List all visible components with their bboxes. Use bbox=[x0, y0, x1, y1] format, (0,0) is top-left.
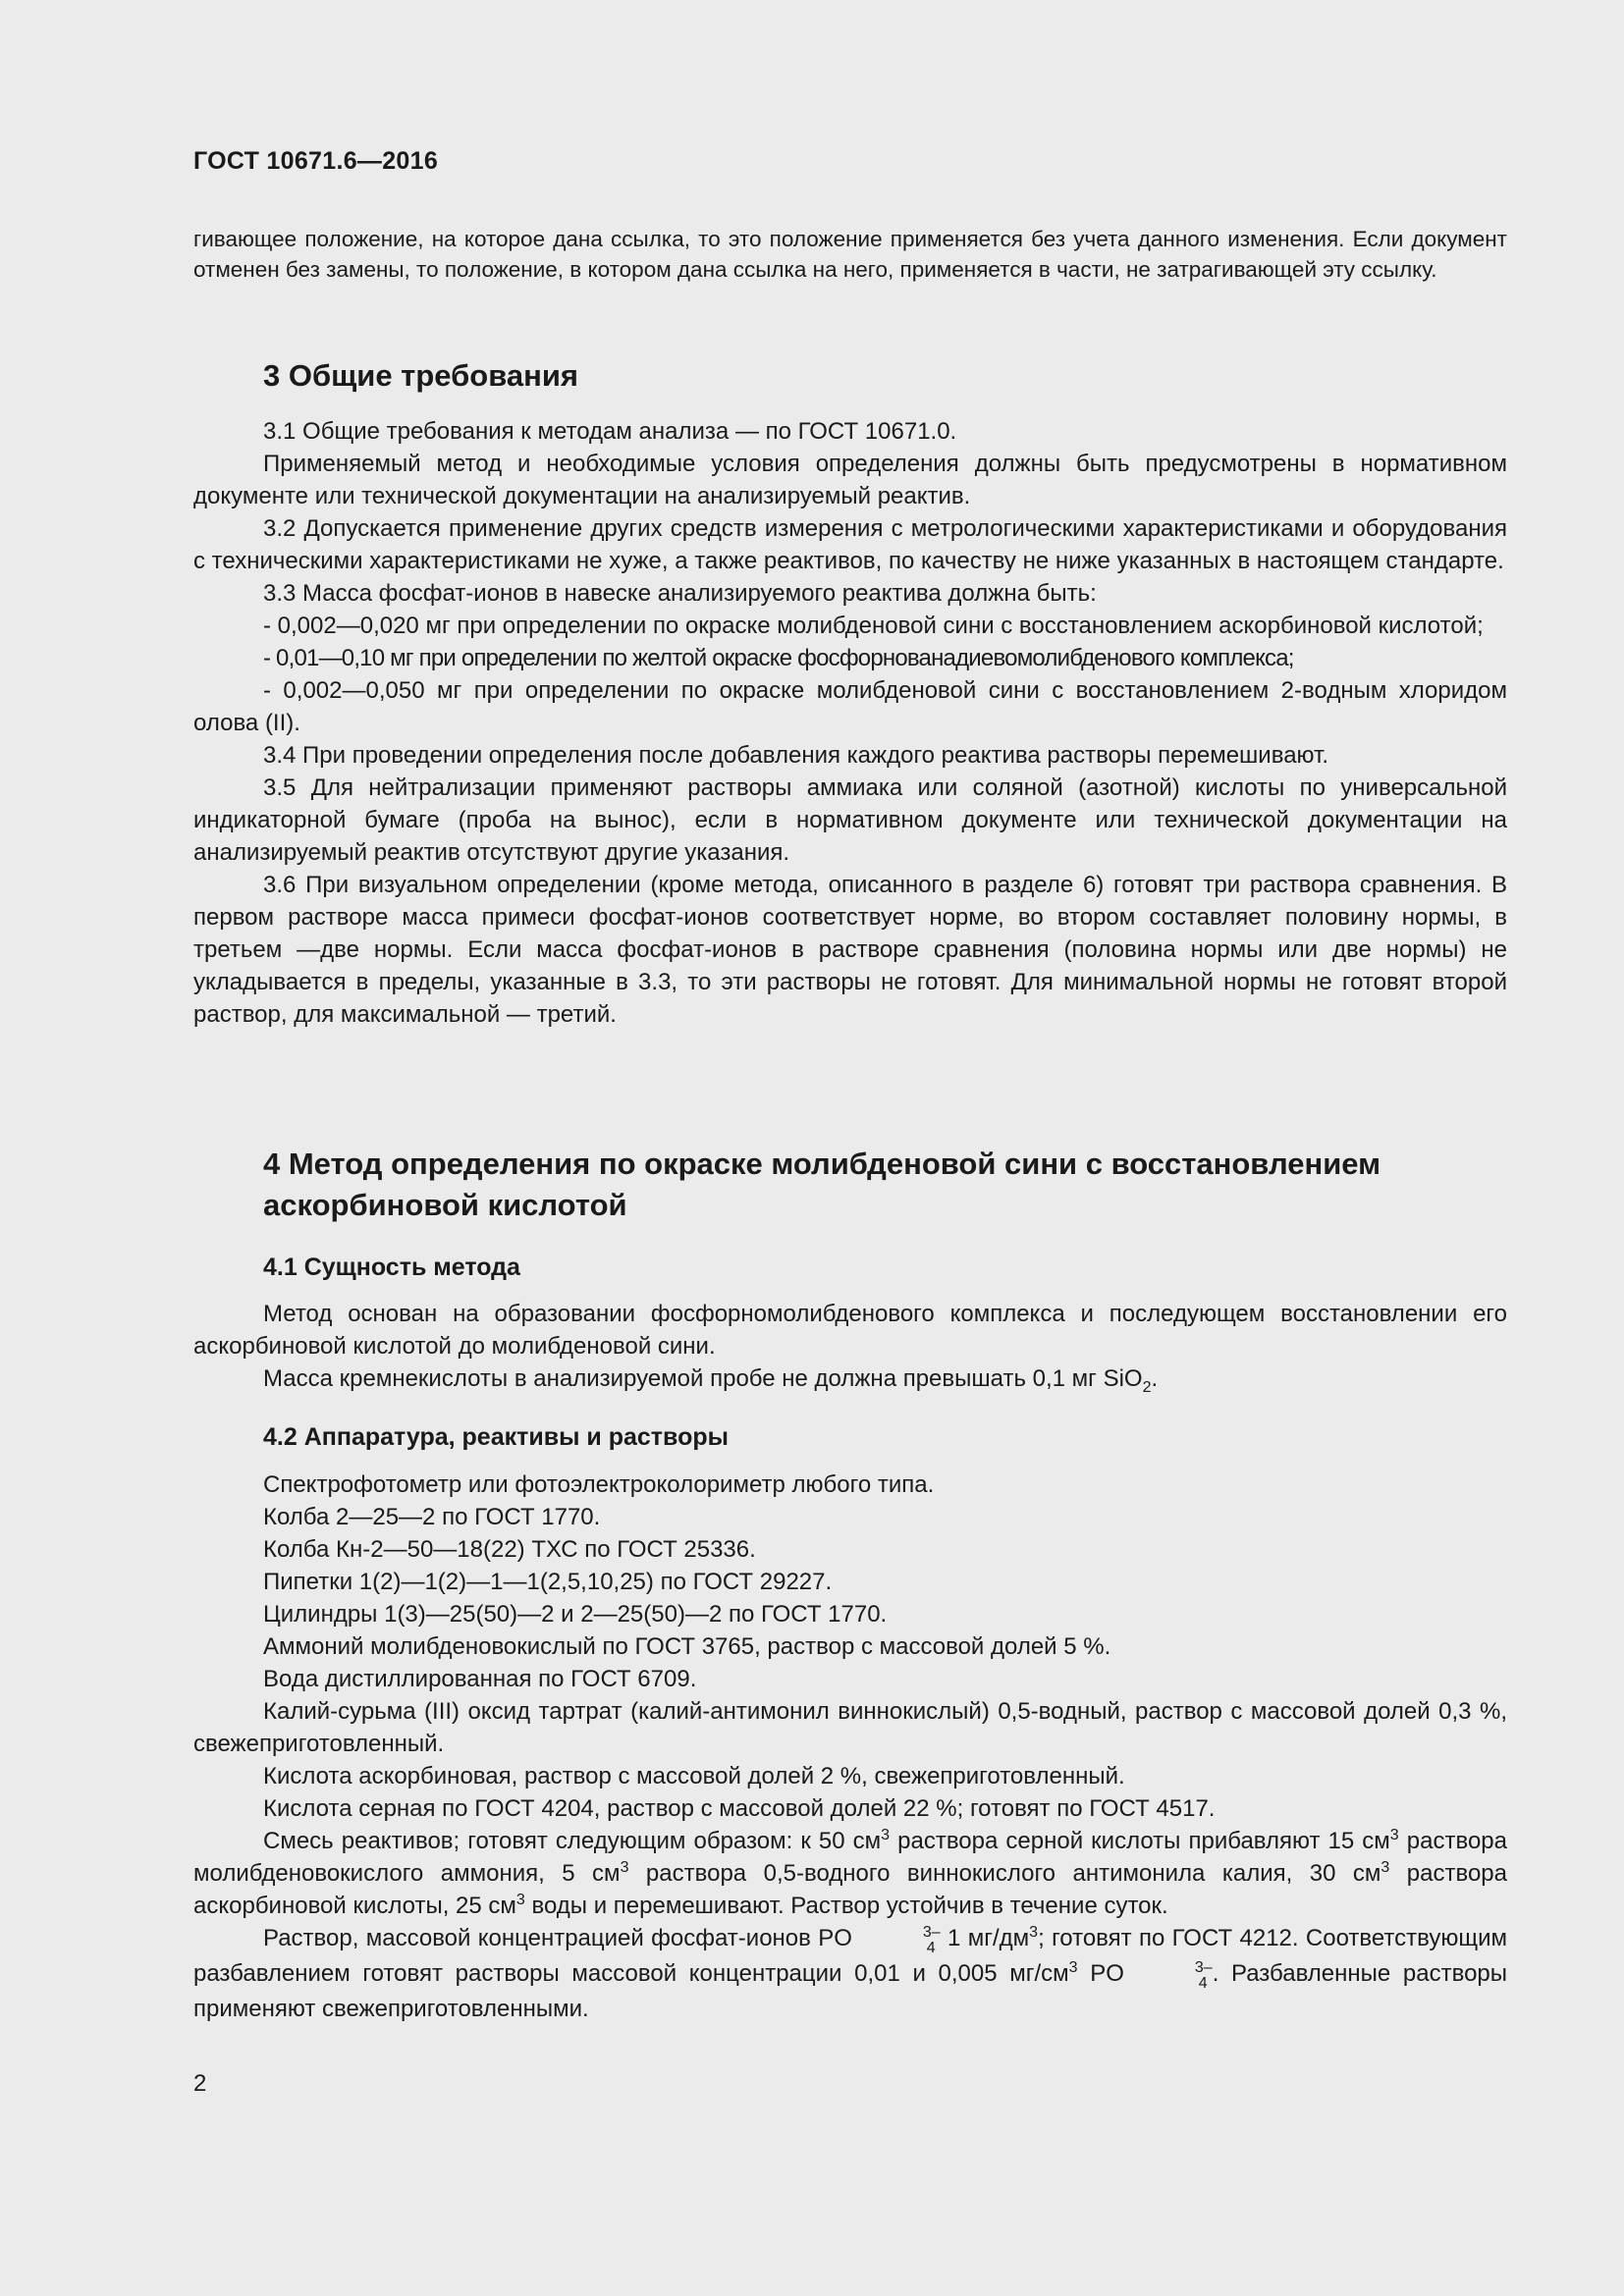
list-item-3-3-a: - 0,002—0,020 мг при определении по окраске молибденовой сини с восстановлением аскорбиновой кислотой; bbox=[263, 613, 1484, 639]
paragraph-4-1-principle: Метод основан на образовании фосфорномолибденового комплекса и последующем восстановлении его аскорбиновой кислотой до молибденовой сини. bbox=[193, 1301, 1507, 1360]
subsection-4-1-body bbox=[193, 1298, 1507, 1395]
reagent-item: Кислота серная по ГОСТ 4204, раствор с массовой долей 22 %; готовят по ГОСТ 4517. bbox=[263, 1795, 1216, 1822]
equipment-item: Колба Кн-2—50—18(22) ТХС по ГОСТ 25336. bbox=[263, 1536, 756, 1563]
section-4-heading bbox=[263, 1144, 1507, 1226]
reagent-mixture-paragraph: Смесь реактивов; готовят следующим образом: к 50 $см^3$ раствора серной кислоты прибавляют 15 $см^3$ раствора молибденовокислого аммония, 5 $см^3$ раствора 0,5-водного виннокислого антимонила калия, 30 $см^3$ раствора аскорбиновой кислоты, 25 $см^3$ воды и перемешивают. Раствор устойчив в течение суток. bbox=[193, 1827, 1508, 1919]
intro-text: гивающее положение, на которое дана ссылка, то это положение применяется без учета данного изменения. Если документ отменен без замены, то положение, в котором дана ссылка на него, применяется в части, не затрагивающей эту ссылку. bbox=[193, 227, 1507, 282]
equipment-item: Пипетки 1(2)—1(2)—1—1(2,5,10,25) по ГОСТ 29227. bbox=[263, 1569, 833, 1595]
list-item-3-3-b: - 0,01—0,10 мг при определении по желтой окраске фосфорнованадиевомолибденового комплекса; bbox=[263, 645, 1294, 671]
section-4-heading-line-2: аскорбиновой кислотой bbox=[263, 1188, 627, 1222]
paragraph-3-6: 3.6 При визуальном определении (кроме метода, описанного в разделе 6) готовят три раствора сравнения. В первом растворе масса примеси фосфат-ионов соответствует норме, во втором составляет половину нормы, в третьем —две нормы. Если масса фосфат-ионов в растворе сравнения (половина нормы или две нормы) не укладывается в пределы, указанные в 3.3, то эти растворы не готовят. Для минимальной нормы не готовят второй раствор, для максимальной — третий. bbox=[193, 872, 1507, 1028]
phosphate-ion-index: $^{3-}_4$ bbox=[1194, 1959, 1213, 1992]
subsection-4-2-body bbox=[193, 1468, 1507, 2025]
section-4-heading-line-1: 4 Метод определения по окраске молибденовой сини с восстановлением bbox=[263, 1147, 1381, 1181]
equipment-item: Спектрофотометр или фотоэлектроколориметр любого типа. bbox=[263, 1471, 935, 1498]
paragraph-3-5: 3.5 Для нейтрализации применяют растворы аммиака или соляной (азотной) кислоты по универсальной индикаторной бумаге (проба на вынос), если в нормативном документе или технической документации на анализируемый реактив отсутствуют другие указания. bbox=[193, 774, 1507, 866]
intro-paragraph bbox=[193, 224, 1507, 285]
paragraph-3-3: 3.3 Масса фосфат-ионов в навеске анализируемого реактива должна быть: bbox=[263, 580, 1097, 607]
paragraph-4-1-silica: Масса кремнекислоты в анализируемой пробе не должна превышать 0,1 мг SiO$_2$. bbox=[263, 1365, 1159, 1396]
phosphate-ion-index: $^{3-}_4$ bbox=[922, 1924, 941, 1956]
paragraph-3-1: 3.1 Общие требования к методам анализа — по ГОСТ 10671.0. bbox=[263, 418, 957, 445]
section-3-heading: 3 Общие требования bbox=[263, 358, 578, 393]
equipment-item: Колба 2—25—2 по ГОСТ 1770. bbox=[263, 1504, 601, 1530]
equipment-item: Цилиндры 1(3)—25(50)—2 и 2—25(50)—2 по ГОСТ 1770. bbox=[263, 1601, 888, 1628]
reagent-item: Калий-сурьма (III) оксид тартрат (калий-антимонил виннокислый) 0,5-водный, раствор с массовой долей 0,3 %, свежеприготовленный. bbox=[193, 1698, 1507, 1757]
document-page bbox=[193, 0, 1507, 2296]
subsection-4-1-heading: 4.1 Сущность метода bbox=[263, 1254, 520, 1281]
paragraph-3-4: 3.4 При проведении определения после добавления каждого реактива растворы перемешивают. bbox=[263, 742, 1329, 769]
paragraph-3-1-note: Применяемый метод и необходимые условия определения должны быть предусмотрены в нормативном документе или технической документации на анализируемый реактив. bbox=[193, 451, 1507, 509]
list-item-3-3-c: - 0,002—0,050 мг при определении по окраске молибденовой сини с восстановлением 2-водным хлоридом олова (II). bbox=[193, 677, 1507, 736]
subsection-4-2-heading: 4.2 Аппаратура, реактивы и растворы bbox=[263, 1423, 729, 1451]
document-header: ГОСТ 10671.6—2016 bbox=[193, 147, 439, 175]
phosphate-solution-paragraph: Раствор, массовой концентрацией фосфат-ионов PO $^{3-}_4$ 1 $мг/дм^3$; готовят по ГОСТ 4212. Соответствующим разбавлением готовят растворы массовой концентрации 0,01 и 0,005 $мг/см^3$ PO $^{3-}_4$ . Разбавленные растворы применяют свежеприготовленными. bbox=[193, 1924, 1508, 2022]
reagent-item: Кислота аскорбиновая, раствор с массовой долей 2 %, свежеприготовленный. bbox=[263, 1763, 1125, 1789]
reagent-item: Вода дистиллированная по ГОСТ 6709. bbox=[263, 1666, 697, 1692]
page-number: 2 bbox=[193, 2070, 207, 2097]
reagent-item: Аммоний молибденовокислый по ГОСТ 3765, раствор с массовой долей 5 %. bbox=[263, 1633, 1111, 1660]
section-3-body bbox=[193, 415, 1507, 1031]
paragraph-3-2: 3.2 Допускается применение других средств измерения с метрологическими характеристиками и оборудования с техническими характеристиками не хуже, а также реактивов, по качеству не ниже указанных в настоящем стандарте. bbox=[193, 515, 1507, 574]
